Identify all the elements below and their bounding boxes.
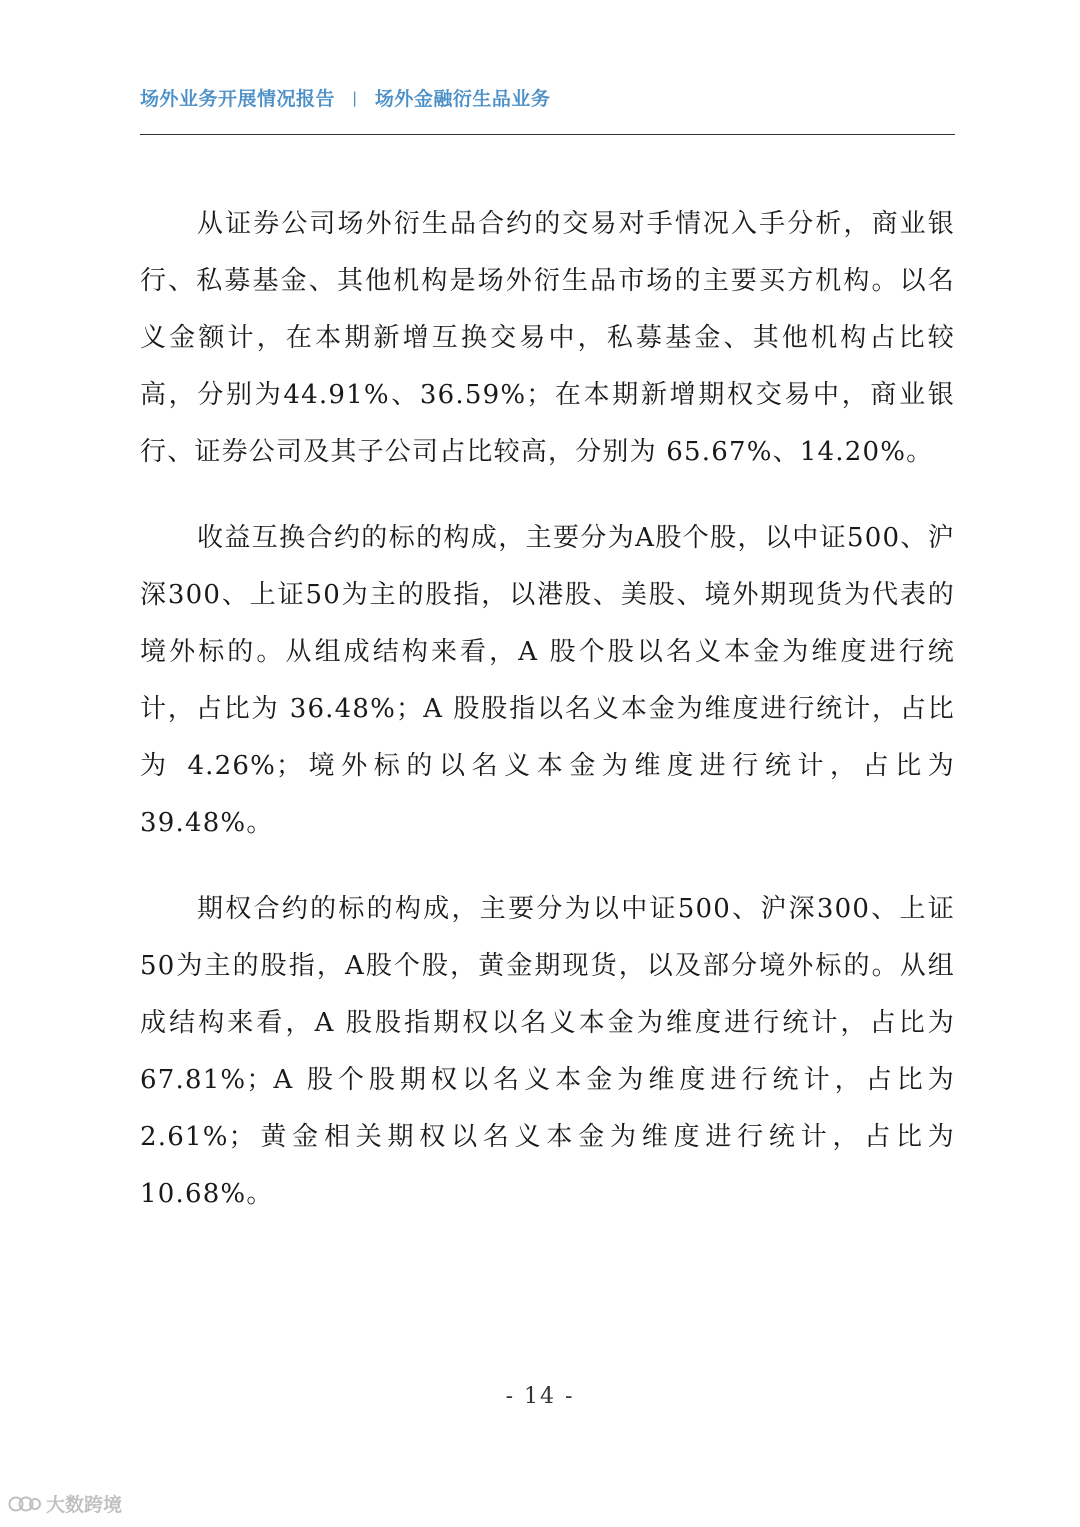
paragraph-option-underlyings: 期权合约的标的构成，主要分为以中证500、沪深300、上证50为主的股指，A股个股，黄金期现货，以及部分境外标的。从组成结构来看，A 股股指期权以名义本金为维度进行统计，占比为 67.81%；A 股个股期权以名义本金为维度进行统计，占比为2.61%；黄金相关期权以名义本金为维度进行统计，占比为10.68%。 (140, 894, 955, 1209)
body-text (140, 196, 955, 1252)
page-number: - 14 - (505, 1384, 575, 1409)
header-separator: | (352, 89, 358, 107)
paragraph-swap-underlyings: 收益互换合约的标的构成，主要分为A股个股，以中证500、沪深300、上证50为主的股指，以港股、美股、境外期现货为代表的境外标的。从组成结构来看，A 股个股以名义本金为维度进行统计，占比为 36.48%；A 股股指以名义本金为维度进行统计，占比为 4.26%；境外标的以名义本金为维度进行统计，占比为39.48%。 (140, 523, 955, 838)
report-title: 场外业务开展情况报告 (140, 88, 336, 110)
section-title: 场外金融衍生品业务 (374, 88, 551, 110)
page-header (140, 80, 955, 135)
watermark (8, 1490, 122, 1517)
running-header (140, 84, 550, 111)
watermark-text: 大数跨境 (46, 1494, 123, 1516)
watermark-logo-icon (8, 1494, 42, 1514)
paragraph-counterparties: 从证券公司场外衍生品合约的交易对手情况入手分析，商业银行、私募基金、其他机构是场外衍生品市场的主要买方机构。以名义金额计，在本期新增互换交易中，私募基金、其他机构占比较高，分别为44.91%、36.59%；在本期新增期权交易中，商业银行、证券公司及其子公司占比较高，分别为 65.67%、14.20%。 (140, 209, 955, 467)
